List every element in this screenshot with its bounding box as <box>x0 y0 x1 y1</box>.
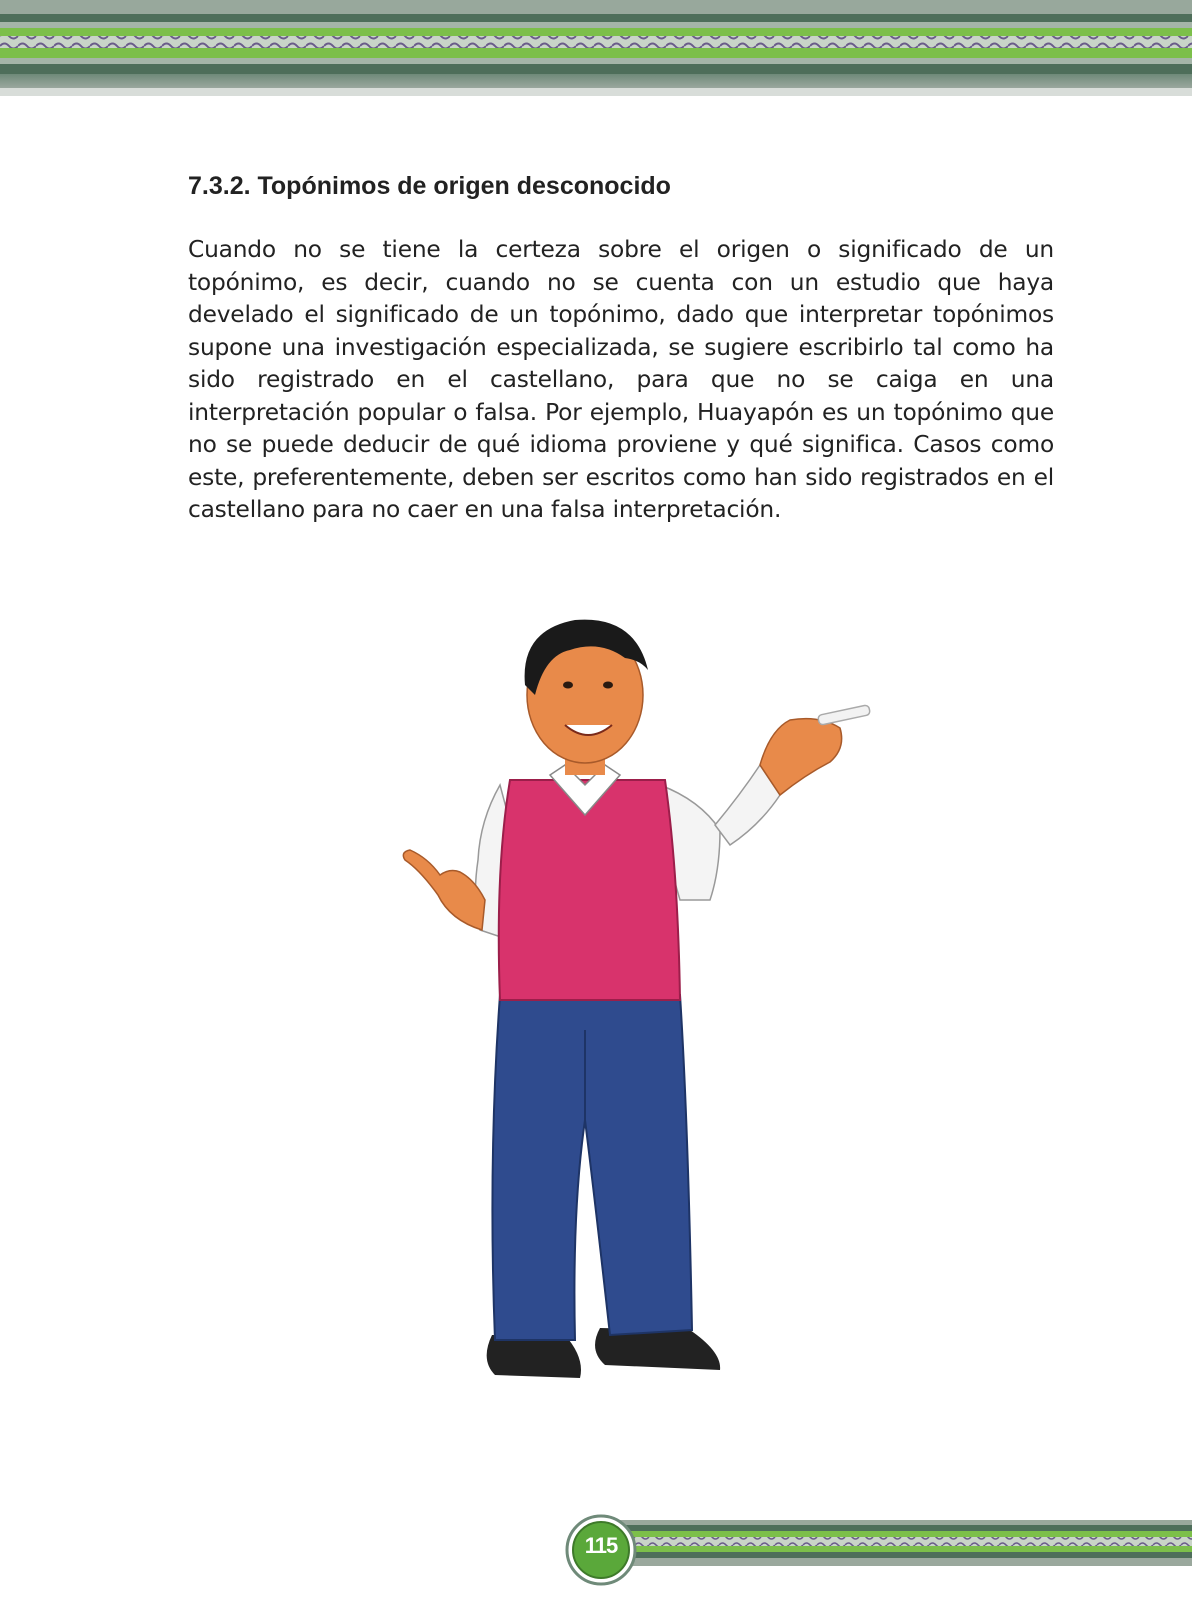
top-decorative-band <box>0 0 1192 96</box>
right-hand <box>760 719 842 795</box>
chalk <box>818 705 871 726</box>
vest <box>499 780 680 1000</box>
section-paragraph: Cuando no se tiene la certeza sobre el origen o significado de un topónimo, es decir, cuando no se cuenta con un estudio que haya develado el significado de un topónimo, dado que interpretar topónimos supone una investigación especializada, se sugiere escribirlo tal como ha sido registrado en el castellano, para que no se caiga en una interpretación popular o falsa. Por ejemplo, Huayapón es un topónimo que no se puede deducir de qué idioma proviene y qué significa. Casos como este, preferentemente, deben ser escritos como han sido registrados en el castellano para no caer en una falsa interpretación. <box>188 236 1054 523</box>
boy-illustration <box>360 600 905 1455</box>
pants <box>492 995 692 1340</box>
page-number: 115 <box>584 1533 618 1558</box>
left-hand <box>403 850 485 930</box>
section-heading: 7.3.2. Topónimos de origen desconocido <box>188 172 671 200</box>
footer-decorative-band <box>565 1508 1192 1584</box>
